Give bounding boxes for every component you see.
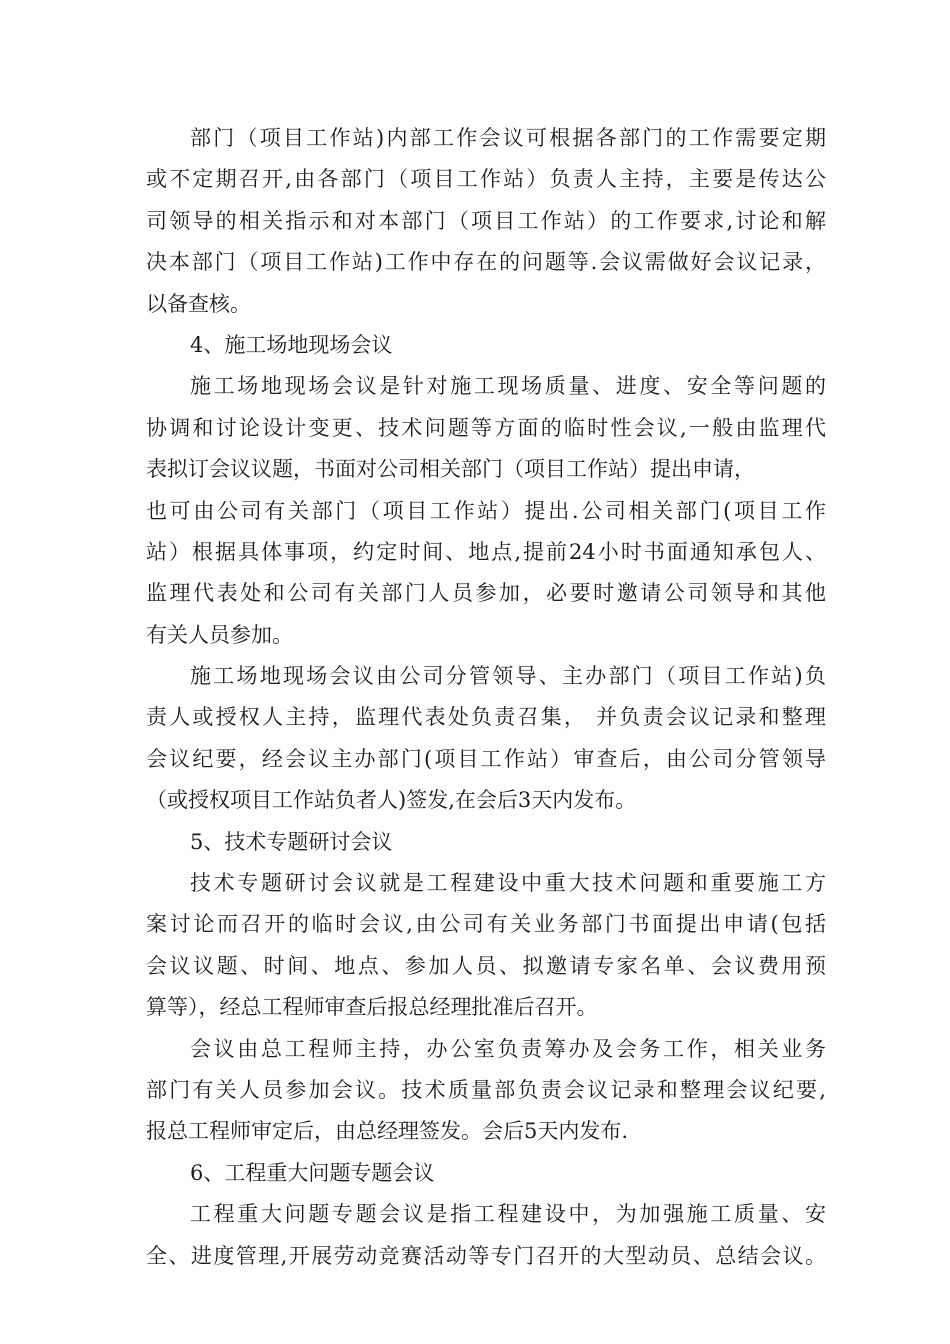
document-body xyxy=(146,118,826,1277)
paragraph-line: 以备查核。 xyxy=(146,291,251,316)
paragraph-first-line: 技术专题研讨会议就是工程建设中重大技术问题和重要施工方 xyxy=(190,871,826,896)
paragraph-first-line: 部门（项目工作站)内部工作会议可根据各部门的工作需要定期 xyxy=(190,126,826,150)
paragraph-first-line: 5、技术专题研讨会议 xyxy=(190,829,393,854)
paragraph-first-line: 施工场地现场会议是针对施工现场质量、进度、安全等问题的 xyxy=(190,374,826,399)
paragraph-line: 会议纪要，经会议主办部门(项目工作站）审查后，由公司分管领导 xyxy=(146,746,826,771)
paragraph-line: 站）根据具体事项，约定时间、地点,提前24小时书面通知承包人、 xyxy=(146,539,826,564)
paragraph-first-line: 施工场地现场会议由公司分管领导、主办部门（项目工作站)负 xyxy=(190,664,826,689)
paragraph-line: 协调和讨论设计变更、技术问题等方面的临时性会议,一般由监理代 xyxy=(146,415,826,440)
paragraph-line: 有关人员参加。 xyxy=(146,622,293,647)
paragraph-line: 也可由公司有关部门（项目工作站）提出.公司相关部门(项目工作 xyxy=(146,498,826,523)
paragraph-line: 部门有关人员参加会议。技术质量部负责会议记录和整理会议纪要, xyxy=(146,1077,826,1102)
paragraph-first-line: 6、工程重大问题专题会议 xyxy=(190,1160,435,1185)
paragraph-line: 决本部门（项目工作站)工作中存在的问题等.会议需做好会议记录， xyxy=(146,250,826,275)
paragraph-first-line: 工程重大问题专题会议是指工程建设中，为加强施工质量、安 xyxy=(190,1202,826,1227)
paragraph-line: （或授权项目工作站负者人)签发,在会后3天内发布。 xyxy=(146,788,637,813)
paragraph-line: 表拟订会议议题，书面对公司相关部门（项目工作站）提出申请， xyxy=(146,457,755,482)
paragraph-line: 或不定期召开,由各部门（项目工作站）负责人主持，主要是传达公 xyxy=(146,167,826,192)
paragraph-first-line: 4、施工场地现场会议 xyxy=(190,332,393,357)
paragraph-line: 监理代表处和公司有关部门人员参加，必要时邀请公司领导和其他 xyxy=(146,581,826,606)
paragraph-first-line: 会议由总工程师主持，办公室负责筹办及会务工作，相关业务 xyxy=(190,1036,826,1061)
paragraph-line: 会议议题、时间、地点、参加人员、拟邀请专家名单、会议费用预 xyxy=(146,953,826,978)
paragraph-line: 算等），经总工程师审查后报总经理批准后召开。 xyxy=(146,995,598,1020)
paragraph-line: 报总工程师审定后，由总经理签发。会后5天内发布. xyxy=(146,1119,629,1144)
paragraph-line: 案讨论而召开的临时会议,由公司有关业务部门书面提出申请(包括 xyxy=(146,912,826,937)
paragraph-line: 全、进度管理,开展劳动竞赛活动等专门召开的大型动员、总结会议。 xyxy=(146,1243,826,1268)
paragraph-line: 责人或授权人主持，监理代表处负责召集， 并负责会议记录和整理 xyxy=(146,705,826,730)
paragraph-line: 司领导的相关指示和对本部门（项目工作站）的工作要求,讨论和解 xyxy=(146,208,826,233)
